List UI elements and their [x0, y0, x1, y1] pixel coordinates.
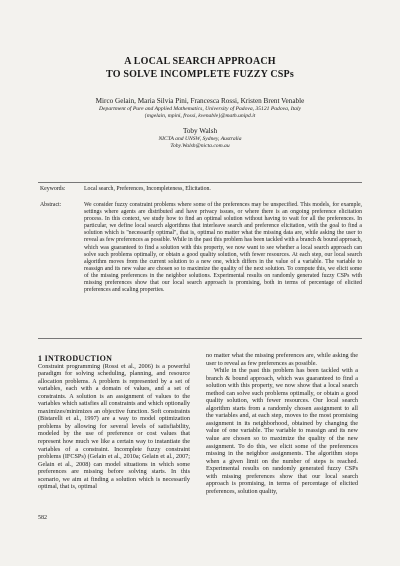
email-2: Toby.Walsh@nicta.com.au: [170, 143, 230, 149]
author-block-2: [0, 127, 400, 150]
bottom-divider: [38, 338, 362, 339]
page-number: 582: [38, 515, 47, 521]
affiliation-1: Department of Pure and Applied Mathematics, University of Padova, 35121 Padova, Italy: [99, 105, 301, 112]
intro-paragraph-2: While in the past this problem has been tackled with a branch & bound approach, which was guaranteed to find a solution with this property, we now show that a local search method can solve such problems optimally, or obtain a good quality solution, with fewer resources. Our local search algorithm starts from a randomly chosen assignment to all the variables and, at each step, moves to the most promising assignment in its neighborhood, obtained by changing the value of one variable. The variable to reassign and its new value are chosen so to maximize the quality of the new assignment. To do this, we elicit some of the preferences missing in the neighbor assignments. The algorithm stops when a given limit on the number of steps is reached. Experimental results on randomly generated fuzzy CSPs with missing preferences show that our local search approach is promising, in terms of percentage of elicited preferences, solution quality,: [206, 367, 358, 495]
intro-paragraph-1: Constraint programming (Rossi et al., 2006) is a powerful paradigm for solving scheduling, planning, and resource allocation problems. A problem is represented by a set of variables, each with a domain of values, and a set of constraints. A solution is an assignment of values to the variables which satisfies all constraints and which optionally maximizes/minimizes an objective function. Soft constraints (Bistarelli et al., 1997) are a way to model optimization problems by allowing for several levels of satisfiability, modeled by the use of preference or cost values that represent how much we like a certain way to instantiate the variables of a constraint. Incomplete fuzzy constraint problems (IFCSPs) (Gelain et al., 2010a; Gelain et al., 2007; Gelain et al., 2008) can model situations in which some preferences are missing before solving starts. In this scenario, we aim at finding a solution which is necessarily optimal, that is, optimal: [38, 362, 190, 491]
abstract-label: Abstract:: [40, 202, 62, 208]
emails-1: {mgelain, mpini, frossi, kvenable}@math.unipd.it: [144, 113, 256, 119]
author-names: Mirco Gelain, Maria Silvia Pini, Francesca Rossi, Kristen Brent Venable: [95, 97, 305, 105]
author-block: [0, 97, 400, 120]
keywords-label: Keywords:: [40, 186, 66, 192]
top-divider: [38, 182, 362, 183]
left-column: [38, 355, 190, 491]
abstract-text: We consider fuzzy constraint problems where some of the preferences may be unspecified. This models, for example, settings where agents are distributed and have privacy issues, or where there is an ongoing preference elicitation process. In this context, we study how to find an optimal solution without having to wait for all the preferences. In particular, we define local search algorithms that interleave search and preference elicitation, with the goal to find a solution which is "necessarily optimal", that is, optimal no matter what the missing data are, while asking the user to reveal as few preferences as possible. While in the past this problem has been tackled with a branch & bound approach, which was guaranteed to find a solution with this property, we now want to see whether a local search approach can solve such problems optimally, or obtain a good quality solution, with fewer resources. At each step, our local search algorithm moves from the current solution to a new one, which differs in the value of a variable. The variable to reassign and its new value are chosen so to maximize the quality of the next solution. To compute this, we elicit some of the missing preferences in the neighbor solutions. Experimental results on randomly generated fuzzy CSPs with missing preferences show that our local search approach is promising, both in terms of percentage of elicited preferences and scaling properties.: [84, 202, 362, 294]
right-column: [206, 352, 358, 495]
author-name-2: Toby Walsh: [182, 127, 218, 135]
affiliation-2: NICTA and UNSW, Sydney, Australia: [158, 135, 242, 142]
section-heading-introduction: 1 INTRODUCTION: [38, 354, 113, 363]
intro-paragraph-1-continued: no matter what the missing preferences are, while asking the user to reveal as few preferences as possible.: [206, 352, 358, 367]
keywords-text: Local search, Preferences, Incompleteness, Elicitation.: [84, 186, 211, 192]
title-line-2: TO SOLVE INCOMPLETE FUZZY CSPs: [106, 68, 294, 80]
paper-title: [0, 56, 400, 81]
title-line-1: A LOCAL SEARCH APPROACH: [124, 56, 276, 67]
